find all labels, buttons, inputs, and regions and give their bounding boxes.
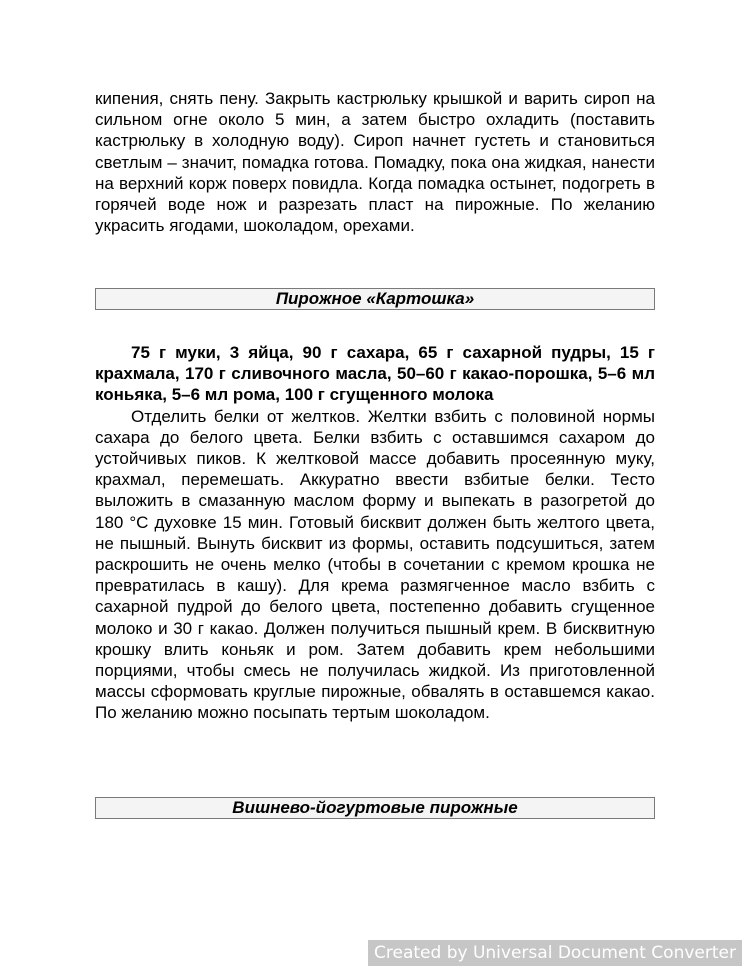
intro-section xyxy=(95,88,655,236)
recipe-kartoshka-body xyxy=(95,342,655,724)
intro-paragraph: кипения, снять пену. Закрыть кастрюльку крышкой и варить сироп на сильном огне около 5 мин, а затем быстро охладить (поставить кастрюльку в холодную воду). Сироп начнет густеть и становиться светлым – значит, помадка готова. Помадку, пока она жидкая, нанести на верхний корж поверх повидла. Когда помадка остынет, подогреть в горячей воде нож и разрезать пласт на пирожные. По желанию украсить ягодами, шоколадом, орехами. xyxy=(95,89,655,236)
recipe-title-cherry-yogurt: Вишнево-йогуртовые пирожные xyxy=(95,797,655,819)
converter-watermark: Created by Universal Document Converter xyxy=(368,940,742,966)
instructions-paragraph: Отделить белки от желтков. Желтки взбить с половиной нормы сахара до белого цвета. Белки взбить с оставшимся сахаром до устойчивых пиков. К желтковой массе добавить просеянную муку, крахмал, перемешать. Аккуратно ввести взбитые белки. Тесто выложить в смазанную маслом форму и выпекать в разогретой до 180 °С духовке 15 мин. Готовый бисквит должен быть желтого цвета, не пышный. Вынуть бисквит из формы, оставить подсушиться, затем раскрошить не очень мелко (чтобы в сочетании с кремом крошка не превратилась в кашу). Для крема размягченное масло взбить с сахарной пудрой до белого цвета, постепенно добавить сгущенное молоко и 30 г какао. Должен получиться пышный крем. В бисквитную крошку влить коньяк и ром. Затем добавить крем небольшими порциями, чтобы смесь не получилась жидкой. Из приготовленной массы сформовать круглые пирожные, обвалять в оставшемся какао. По желанию можно посыпать тертым шоколадом. xyxy=(95,406,655,723)
ingredients-paragraph: 75 г муки, 3 яйца, 90 г сахара, 65 г сахарной пудры, 15 г крахмала, 170 г сливочного масла, 50–60 г какао-порошка, 5–6 мл коньяка, 5–6 мл рома, 100 г сгущенного молока xyxy=(95,343,655,405)
recipe-title-kartoshka: Пирожное «Картошка» xyxy=(95,288,655,310)
